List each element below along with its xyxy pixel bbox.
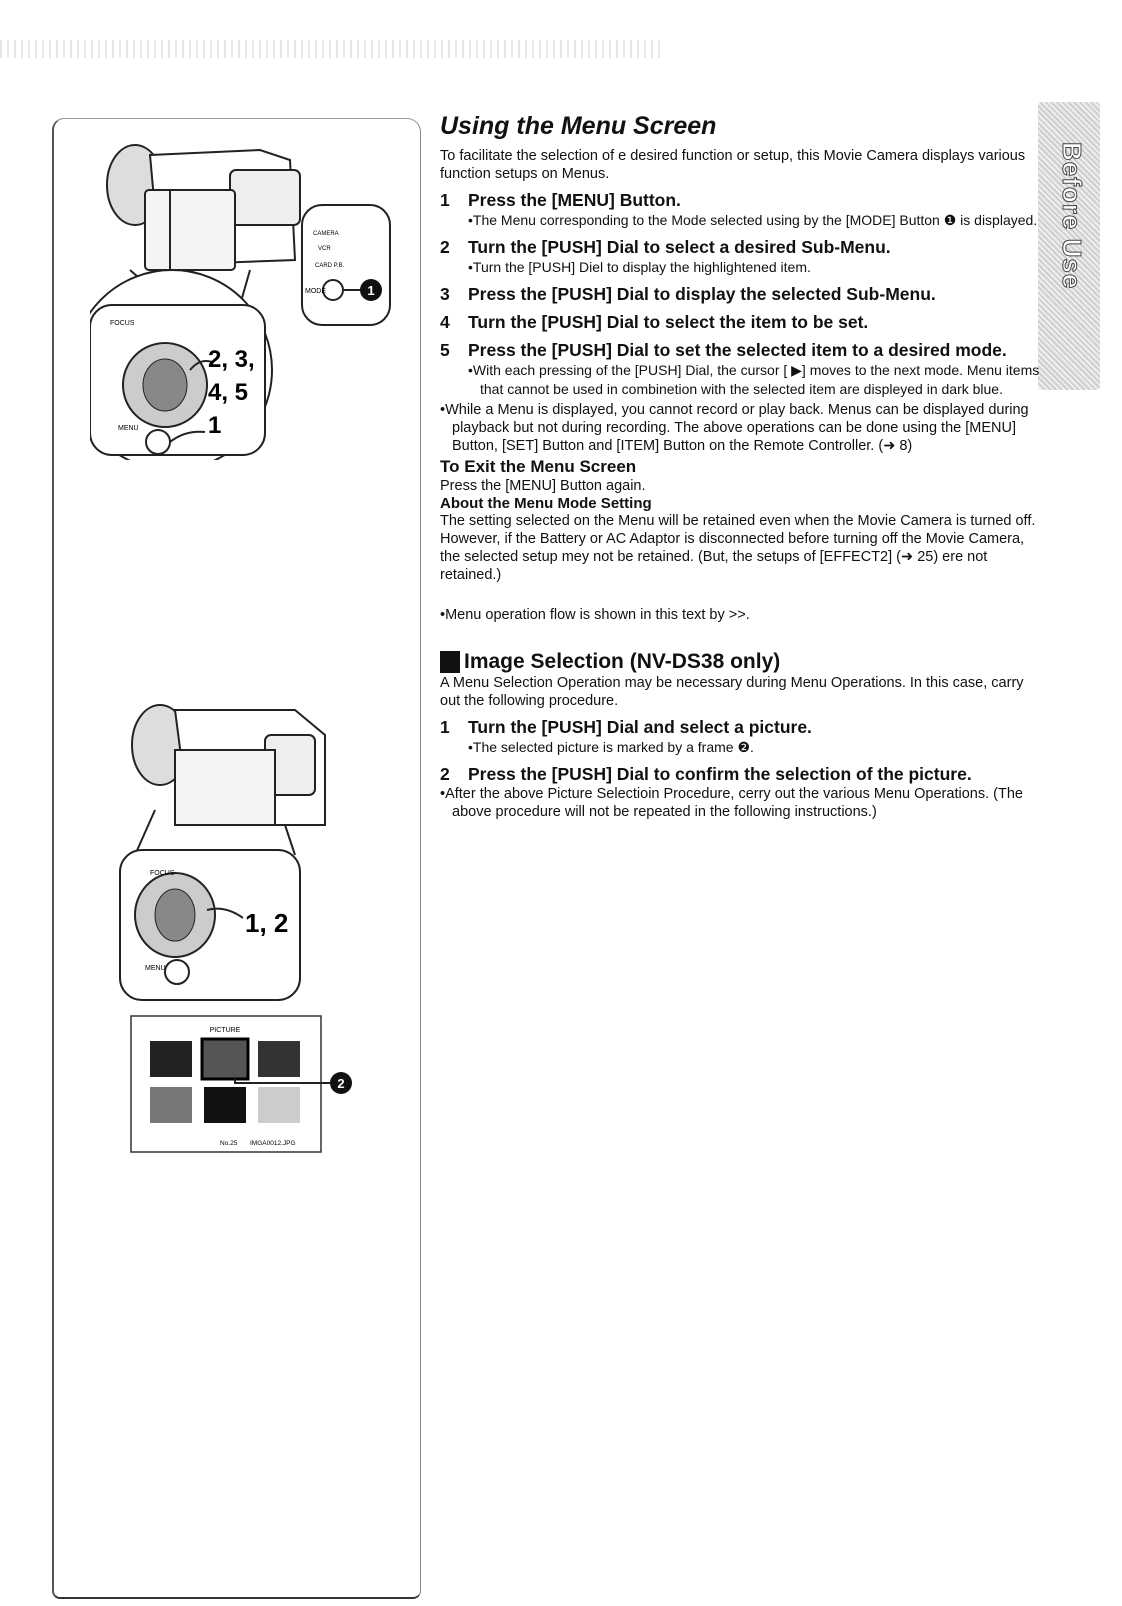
- menu-label-2: MENU: [145, 965, 166, 972]
- flow-note: •Menu operation flow is shown in this text by >>.: [440, 607, 750, 623]
- step-number: 5: [440, 340, 450, 360]
- callout-1-2: 1, 2: [245, 908, 289, 938]
- step-3: [440, 283, 1040, 305]
- step-5: [440, 339, 1040, 361]
- callout-4-5: 4, 5: [208, 379, 249, 406]
- about-text: The setting selected on the Menu will be retained even when the Movie Camera is turned off. However, if the Battery or AC Adaptor is disconnected before turning off the Movie Camera, the selected setup mey not be retained. (But, the setups of [EFFECT2] (➜ 25) ere not retained.): [440, 513, 1036, 583]
- image-selection-intro: A Menu Selection Operation may be necessary during Menu Operations. In this case, carry out the following procedure.: [440, 675, 1024, 709]
- picture-selection-screen: [130, 1015, 370, 1155]
- picture-no: No.25: [220, 1140, 238, 1147]
- picture-title: PICTURE: [209, 1027, 241, 1034]
- picture-file: IMGA0012.JPG: [250, 1140, 296, 1147]
- mode-label: MODE: [305, 288, 326, 295]
- exit-text: Press the [MENU] Button again.: [440, 478, 646, 494]
- marker-2: 2: [337, 1076, 345, 1091]
- about-heading: About the Menu Mode Setting: [440, 495, 652, 512]
- step-text: Press the [PUSH] Dial to display the selected Sub-Menu.: [468, 284, 936, 304]
- step-note: •With each pressing of the [PUSH] Dial, the cursor [ ▶] moves to the next mode. Menu items that cannot be used in combinetion with the selected item are displeyed in dark blue.: [468, 362, 1040, 397]
- focus-label-2: FOCUS: [150, 870, 175, 877]
- step-text: Turn the [PUSH] Dial and select a picture.: [468, 717, 812, 737]
- scan-noise: [0, 40, 660, 58]
- image-step-1: [440, 716, 1040, 738]
- image-step-2: [440, 763, 1040, 785]
- image-selection-heading: Image Selection (NV-DS38 only): [440, 650, 1040, 674]
- step-number: 2: [440, 237, 450, 257]
- step-note: •The selected picture is marked by a frame ❷.: [468, 739, 754, 755]
- step-note: •The Menu corresponding to the Mode selected using by the [MODE] Button ❶ is displayed.: [468, 212, 1038, 228]
- camera-illustration-1: [90, 130, 410, 460]
- callout-2-3: 2, 3,: [208, 346, 255, 373]
- callout-1: 1: [208, 412, 222, 439]
- note-menu: •While a Menu is displayed, you cannot record or play back. Menus can be displayed during playback but not during recording. The above operations can be done using the [MENU] Button, [SET] Button and [ITEM] Button on the Remote Controller. (➜ 8): [440, 402, 1029, 454]
- page-title: Using the Menu Screen: [440, 112, 717, 140]
- camera-illustration-2: [115, 690, 415, 1010]
- menu-label: MENU: [118, 425, 139, 432]
- step-4: [440, 311, 1040, 333]
- image-final-note: •After the above Picture Selectioin Procedure, cerry out the various Menu Operations. (The above procedure will not be repeated in the following instructions.): [440, 786, 1023, 820]
- step-number: 3: [440, 284, 450, 304]
- exit-heading: To Exit the Menu Screen: [440, 457, 637, 476]
- step-note: •Turn the [PUSH] Diel to display the highlightened item.: [468, 259, 811, 275]
- step-text: Press the [PUSH] Dial to set the selected item to a desired mode.: [468, 340, 1007, 360]
- intro: To facilitate the selection of e desired function or setup, this Movie Camera displays various function setups on Menus.: [440, 148, 1026, 182]
- step-number: 4: [440, 312, 450, 332]
- step-text: Turn the [PUSH] Dial to select a desired Sub-Menu.: [468, 237, 891, 257]
- section-tab-label: Before Use: [1057, 142, 1087, 290]
- camera-label: CAMERA: [313, 231, 339, 237]
- focus-label: FOCUS: [110, 320, 135, 327]
- step-number: 1: [440, 717, 450, 737]
- main-content: [440, 112, 1040, 821]
- step-text: Turn the [PUSH] Dial to select the item to be set.: [468, 312, 869, 332]
- marker-1: 1: [367, 283, 375, 298]
- step-number: 2: [440, 764, 450, 784]
- card-label: CARD P.B.: [315, 263, 345, 269]
- image-steps: [440, 716, 1040, 785]
- step-text: Press the [PUSH] Dial to confirm the selection of the picture.: [468, 764, 972, 784]
- step-number: 1: [440, 190, 450, 210]
- step-2: [440, 236, 1040, 258]
- step-text: Press the [MENU] Button.: [468, 190, 681, 210]
- vcr-label: VCR: [318, 246, 331, 252]
- step-1: [440, 189, 1040, 211]
- section-tab: [1038, 102, 1100, 390]
- menu-steps: [440, 189, 1040, 399]
